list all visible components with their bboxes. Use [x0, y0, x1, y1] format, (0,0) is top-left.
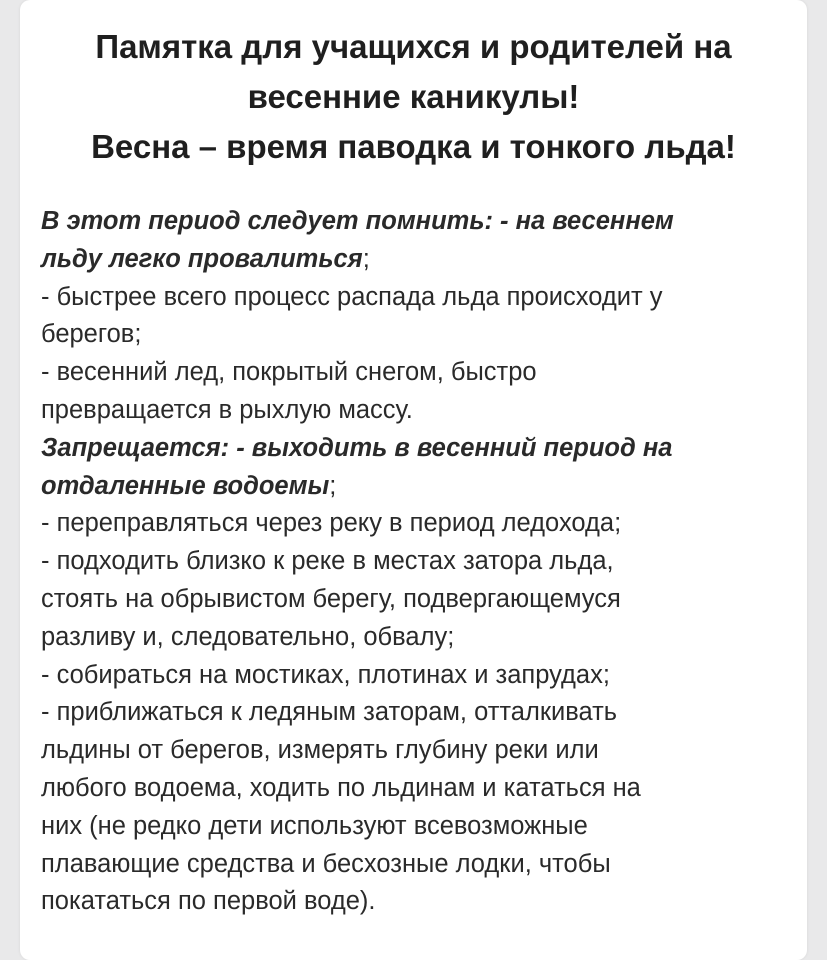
body-line: плавающие средства и бесхозные лодки, чтобы	[41, 849, 611, 878]
title-line-1: Памятка для учащихся и родителей на	[95, 28, 732, 65]
warning-intro: В этот период следует помнить: - на весеннем	[41, 207, 674, 235]
body-line: - приближаться к ледяным заторам, отталкивать	[41, 698, 618, 727]
prohibition-intro-end: отдаленные водоемы	[41, 471, 330, 500]
punctuation: ;	[362, 244, 370, 273]
body-line: них (не редко дети используют всевозможные	[41, 811, 588, 840]
body-line: стоять на обрывистом берегу, подвергающемуся	[41, 584, 621, 613]
body-line	[41, 241, 781, 279]
body-line: - переправляться через реку в период ледохода;	[41, 509, 622, 538]
body-line: - весенний лед, покрытый снегом, быстро	[41, 358, 537, 387]
title-line-3: Весна – время паводка и тонкого льда!	[91, 128, 736, 165]
memo-title	[40, 22, 787, 172]
body-line	[41, 203, 781, 241]
body-line: покататься по первой воде).	[41, 887, 376, 916]
body-line: льдины от берегов, измерять глубину реки или	[41, 736, 599, 765]
body-line: любого водоема, ходить по льдинам и кататься на	[41, 773, 641, 802]
body-line: берегов;	[41, 320, 142, 349]
memo-body	[41, 203, 781, 921]
warning-intro-end: льду легко провалиться	[41, 244, 363, 273]
body-line	[41, 468, 781, 506]
prohibition-intro: Запрещается: - выходить в весенний период на	[41, 433, 673, 462]
body-line	[41, 430, 781, 468]
punctuation: ;	[329, 471, 337, 500]
body-line: - собираться на мостиках, плотинах и запрудах;	[41, 660, 610, 689]
memo-card	[20, 0, 807, 960]
body-line: разливу и, следовательно, обвалу;	[41, 622, 455, 651]
body-line: - подходить близко к реке в местах затора льда,	[41, 547, 614, 576]
title-line-2: весенние каникулы!	[247, 78, 580, 115]
body-line: - быстрее всего процесс распада льда происходит у	[41, 282, 663, 311]
body-line: превращается в рыхлую массу.	[41, 395, 413, 424]
